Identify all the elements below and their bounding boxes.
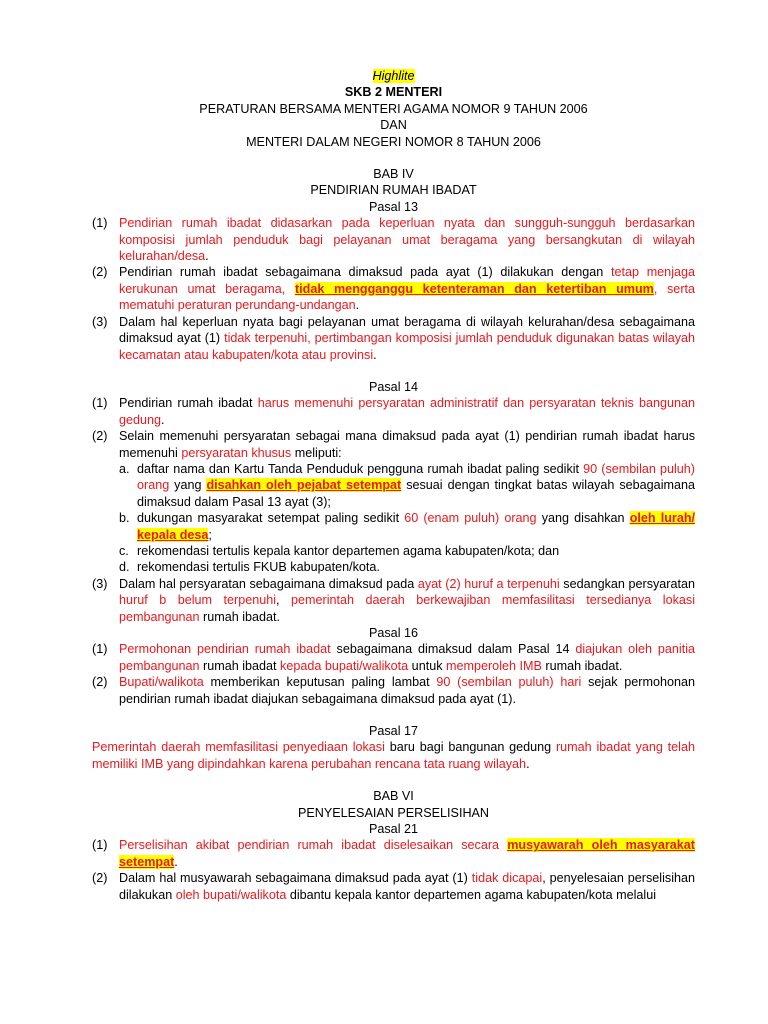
ayat-number: (1) [92, 216, 108, 231]
text: . [373, 347, 377, 362]
pasal-21-ayat-1 [92, 837, 695, 870]
highlite-label: Highlite [372, 69, 415, 83]
pasal-21-title: Pasal 21 [368, 822, 418, 837]
text: . [161, 412, 165, 427]
text: rumah ibadat. [199, 609, 281, 624]
red-text: 60 (enam puluh) orang [404, 511, 537, 526]
highlighted-text: oleh lurah/ kepala desa [137, 511, 696, 542]
text: dukungan masyarakat setempat paling sedikit [137, 511, 405, 526]
pasal-13-title: Pasal 13 [368, 199, 418, 214]
text: baru bagi bangunan gedung [384, 740, 556, 755]
pasal-13-ayat-2 [92, 264, 695, 313]
red-text: Perselisihan akibat pendirian rumah ibadat diselesaikan secara [119, 838, 508, 853]
regulation-line-2: DAN [380, 118, 407, 133]
red-text: 90 (sembilan puluh) orang [137, 461, 695, 493]
pasal-16-ayat-2 [92, 674, 695, 707]
text: untuk [408, 658, 446, 673]
highlighted-text: tidak mengganggu ketenteraman dan ketertiban umum [294, 281, 654, 296]
red-text: tetap menjaga kerukunan umat beragama, [119, 265, 695, 296]
pasal-13-ayat-1 [92, 215, 695, 264]
text: ; [208, 527, 212, 542]
red-text: huruf b belum terpenuhi [119, 593, 277, 608]
text: dibantu kepala kantor departemen agama kabupaten/kota melalui [286, 887, 657, 902]
bab-vi-subtitle: PENYELESAIAN PERSELISIHAN [297, 805, 490, 820]
ayat-number: (2) [92, 265, 108, 280]
pasal-14-item-c [92, 543, 695, 559]
text: yang [169, 478, 207, 493]
red-text: Bupati/walikota [119, 675, 204, 690]
text: rekomendasi tertulis FKUB kabupaten/kota. [137, 560, 380, 575]
red-text: tidak terpenuhi, pertimbangan komposisi jumlah penduduk digunakan batas wilayah kecamatan atau kabupaten/kota atau provinsi [119, 331, 695, 362]
ayat-number: (3) [92, 576, 108, 591]
text: . [355, 298, 360, 313]
item-letter: c. [119, 543, 129, 558]
text: sedangkan persyaratan [559, 576, 695, 591]
text: memberikan keputusan paling lambat [203, 675, 437, 690]
pasal-16-ayat-1 [92, 641, 695, 674]
item-letter: d. [119, 560, 130, 575]
red-text: harus memenuhi persyaratan administratif dan persyaratan teknis bangunan gedung [119, 396, 696, 427]
text: , penyelesaian perselisihan dilakukan [119, 871, 696, 902]
red-text: tidak dicapai [471, 871, 543, 886]
red-text: persyaratan khusus [181, 445, 292, 460]
ayat-number: (2) [92, 871, 108, 886]
pasal-14-ayat-3 [92, 576, 695, 625]
highlighted-text: disahkan oleh pejabat setempat [206, 478, 402, 493]
text: yang disahkan [536, 511, 630, 526]
text: rumah ibadat [199, 658, 281, 673]
pasal-14-item-a [92, 461, 695, 510]
text: sesuai dengan tingkat batas wilayah sebagaimana dimaksud dalam Pasal 13 ayat (3); [137, 478, 695, 509]
text: daftar nama dan Kartu Tanda Penduduk pengguna rumah ibadat paling sedikit [137, 461, 584, 476]
bab-iv-subtitle: PENDIRIAN RUMAH IBADAT [310, 183, 477, 198]
ayat-number: (2) [92, 429, 108, 444]
regulation-line-3: MENTERI DALAM NEGERI NOMOR 8 TAHUN 2006 [246, 134, 541, 149]
text: rumah ibadat. [541, 658, 623, 673]
text: meliputi: [291, 445, 342, 460]
red-text: pemerintah daerah berkewajiban memfasilitasi tersedianya lokasi pembangunan [119, 593, 695, 624]
text: Selain memenuhi persyaratan sebagai mana dimaksud pada ayat (1) pendirian rumah ibadat harus memenuhi [119, 429, 695, 460]
text: Pendirian rumah ibadat sebagaimana dimaksud pada ayat (1) dilakukan dengan [119, 265, 611, 280]
red-text: kepada bupati/walikota [280, 658, 409, 673]
text: . [526, 756, 530, 771]
ayat-number: (1) [92, 838, 108, 853]
pasal-14-item-b [92, 510, 695, 543]
red-text: Pemerintah daerah memfasilitasi penyediaan lokasi [92, 740, 385, 755]
regulation-line-1: PERATURAN BERSAMA MENTERI AGAMA NOMOR 9 TAHUN 2006 [199, 101, 588, 116]
pasal-13-ayat-3 [92, 314, 695, 363]
pasal-14-title: Pasal 14 [368, 379, 418, 394]
red-text: rumah ibadat yang telah memiliki IMB yang dipindahkan karena perubahan rencana tata ruang wilayah [92, 740, 695, 771]
item-letter: b. [119, 511, 130, 526]
text: . [174, 854, 178, 869]
red-text: , serta mematuhi peraturan perundang-undangan [119, 281, 696, 313]
highlighted-text: musyawarah oleh masyarakat setempat [119, 838, 695, 869]
red-text: Permohonan pendirian rumah ibadat [119, 642, 331, 657]
pasal-17-body [92, 739, 695, 772]
pasal-14-item-d [92, 559, 695, 575]
bab-vi-title: BAB VI [373, 789, 414, 804]
pasal-16-title: Pasal 16 [368, 626, 418, 640]
text: Dalam hal persyaratan sebagaimana dimaksud pada [119, 576, 418, 591]
header-block [92, 68, 695, 150]
red-text: 90 (sembilan puluh) hari [436, 675, 582, 690]
text: sebagaimana dimaksud dalam Pasal 14 [330, 642, 576, 657]
text: Dalam hal keperluan nyata bagi pelayanan umat beragama di wilayah kelurahan/desa sebagaimana dimaksud ayat (1) [119, 314, 695, 346]
text: rekomendasi tertulis kepala kantor departemen agama kabupaten/kota; dan [137, 543, 560, 558]
pasal-14-ayat-1 [92, 395, 695, 428]
document-page [92, 68, 695, 903]
pasal-14-ayat-2 [92, 428, 695, 461]
text: Dalam hal musyawarah sebagaimana dimaksud pada ayat (1) [119, 871, 472, 886]
doc-title: SKB 2 MENTERI [344, 85, 443, 100]
bab-iv-heading [92, 166, 695, 215]
red-text: memperoleh IMB [446, 658, 542, 673]
text: , [276, 593, 292, 608]
text: . [205, 249, 209, 264]
ayat-number: (2) [92, 675, 108, 690]
red-text: Pendirian rumah ibadat didasarkan pada keperluan nyata dan sungguh-sungguh berdasarkan komposisi jumlah penduduk bagi pelayanan umat beragama yang bersangkutan di wilayah kelurahan/desa [119, 216, 695, 264]
pasal-17-title: Pasal 17 [368, 724, 418, 739]
text: sejak permohonan pendirian rumah ibadat diajukan sebagaimana dimaksud pada ayat (1). [119, 675, 695, 706]
text: Pendirian rumah ibadat [119, 396, 258, 411]
item-letter: a. [119, 461, 130, 476]
red-text: diajukan oleh panitia pembangunan [119, 642, 695, 673]
ayat-number: (3) [92, 314, 108, 329]
ayat-number: (1) [92, 396, 108, 411]
bab-vi-heading [92, 788, 695, 837]
red-text: oleh bupati/walikota [175, 887, 287, 902]
red-text: ayat (2) huruf a terpenuhi [417, 576, 560, 591]
pasal-21-ayat-2 [92, 870, 695, 903]
bab-iv-title: BAB IV [373, 167, 414, 182]
ayat-number: (1) [92, 642, 108, 657]
